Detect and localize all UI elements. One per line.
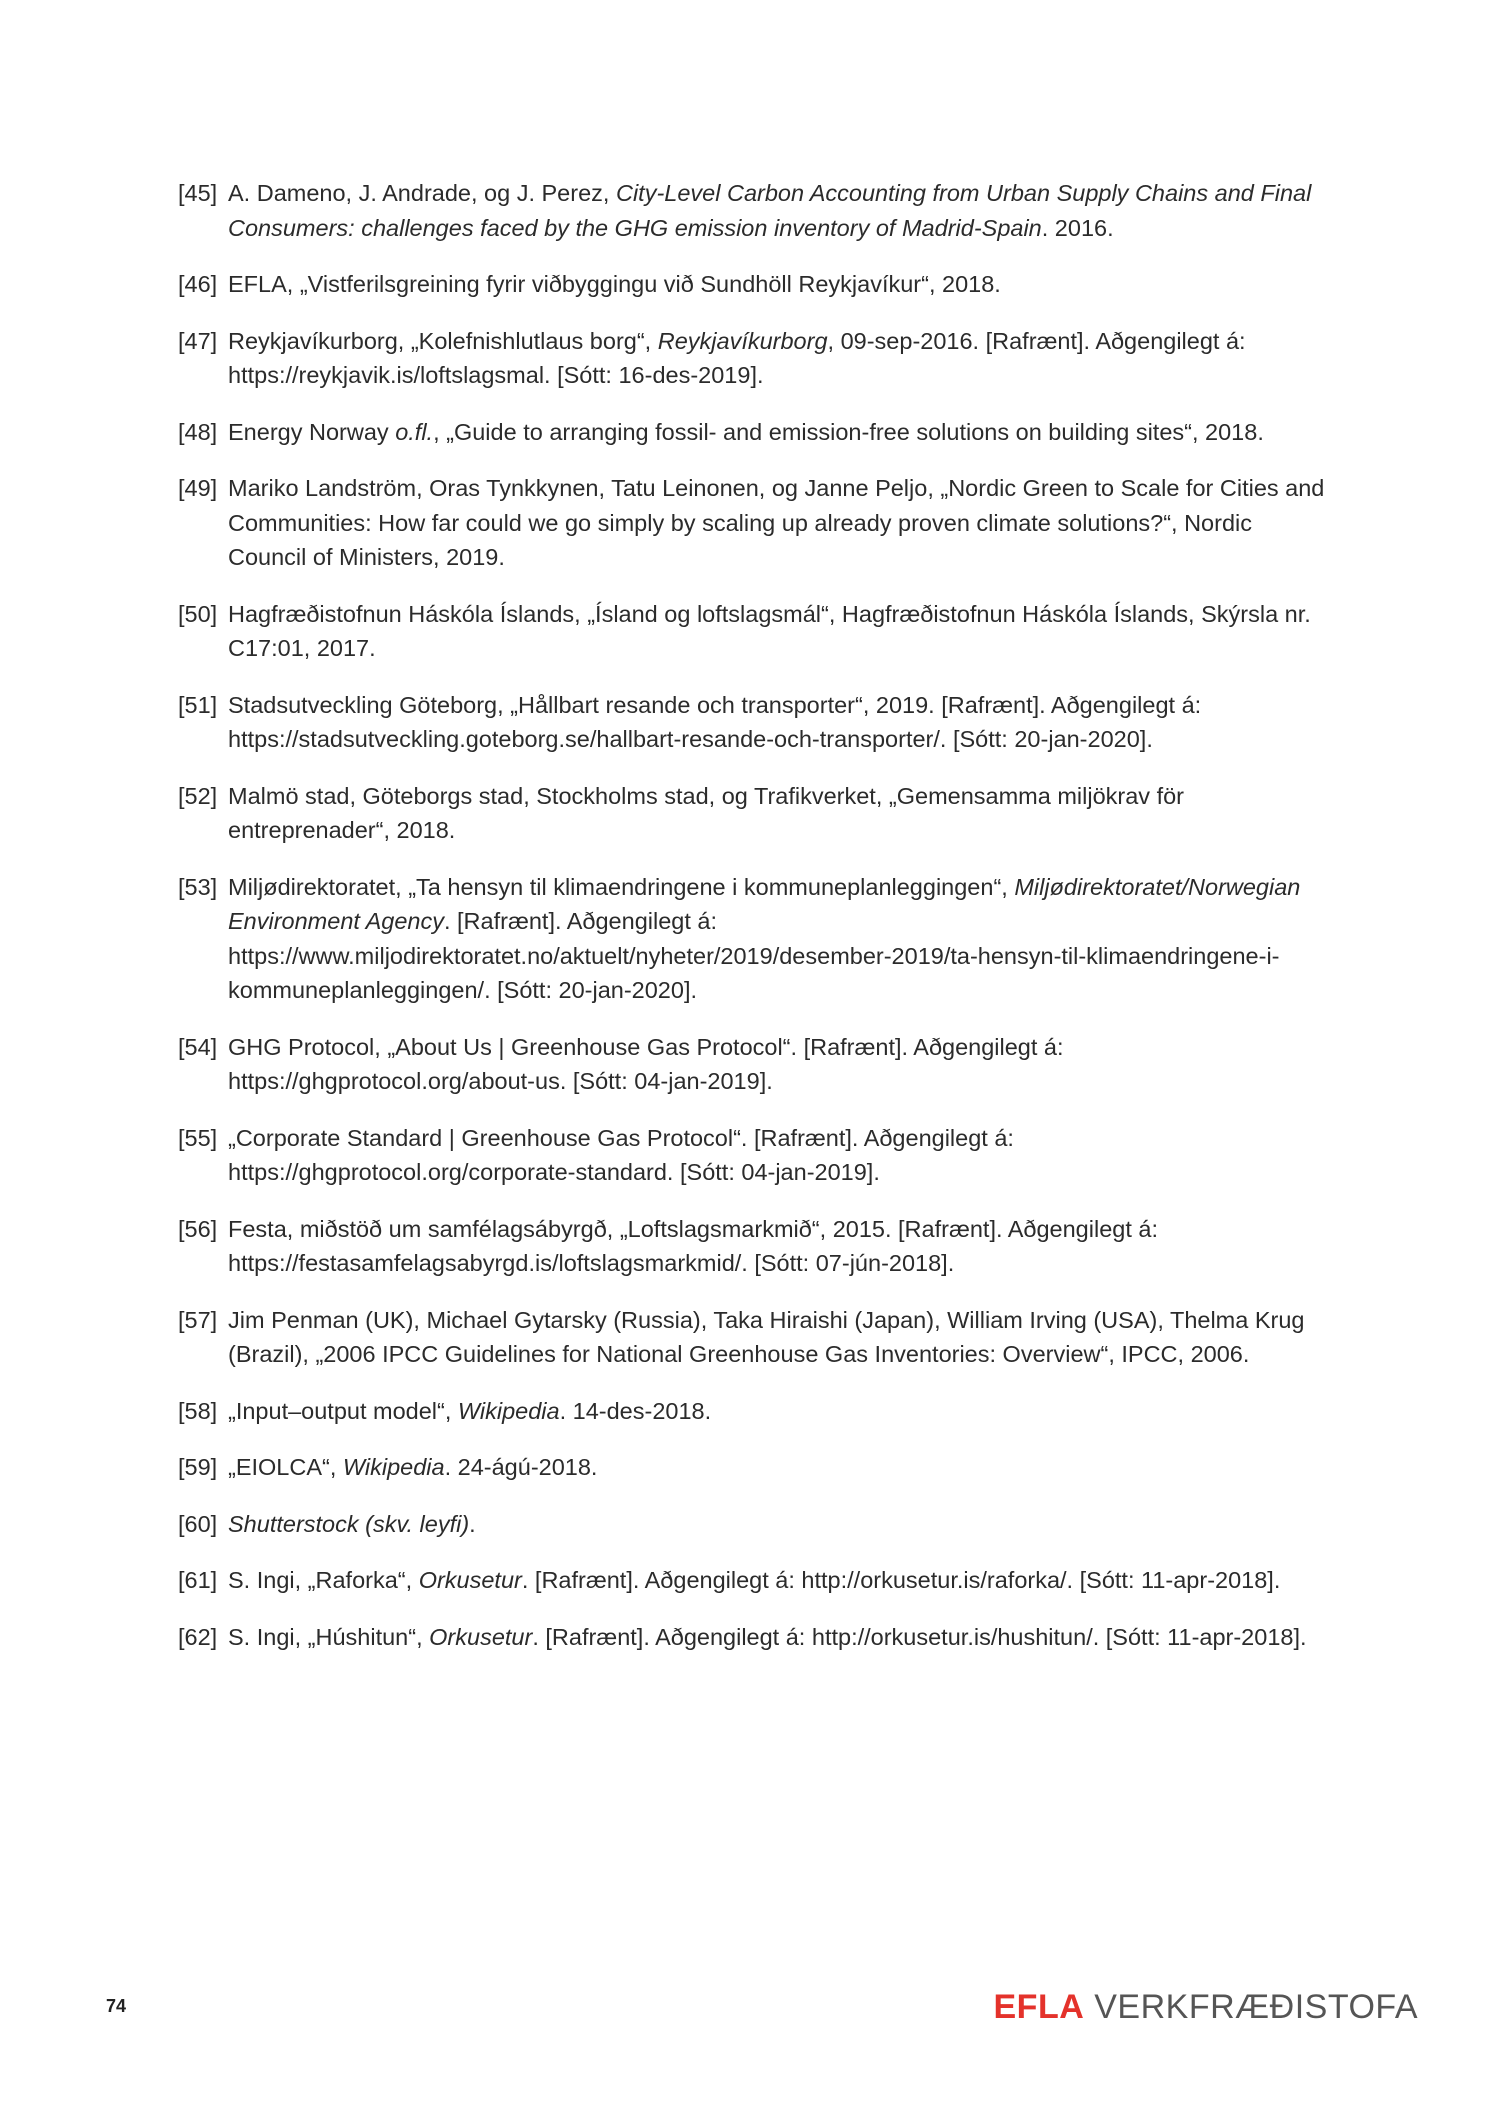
reference-text <box>228 870 1326 1008</box>
reference-text-segment: Miljødirektoratet, „Ta hensyn til klimaendringene i kommuneplanleggingen“, <box>228 873 1015 900</box>
reference-text <box>228 688 1326 757</box>
reference-item <box>178 1450 1326 1485</box>
reference-number: [57] <box>178 1306 218 1333</box>
reference-text-italic: City-Level Carbon Accounting from Urban Supply Chains and Final Consumers: challenges faced by the GHG emission inventory of Madrid-Spain <box>228 180 1312 241</box>
reference-number: [51] <box>178 691 218 718</box>
reference-text-segment: . 24-ágú-2018. <box>444 1454 598 1480</box>
reference-item <box>178 1212 1326 1281</box>
reference-text-segment: Hagfræðistofnun Háskóla Íslands, „Ísland og loftslagsmál“, Hagfræðistofnun Háskóla Íslands, Skýrsla nr. C17:01, 2017. <box>228 600 1311 661</box>
reference-number: [45] <box>178 180 218 206</box>
reference-text-segment: S. Ingi, „Raforka“, <box>228 1567 419 1593</box>
reference-text <box>228 597 1326 666</box>
reference-text <box>228 415 1326 450</box>
reference-item <box>178 870 1326 1008</box>
reference-text-segment: „EIOLCA“, <box>228 1454 343 1480</box>
reference-text-italic: Orkusetur <box>429 1623 533 1650</box>
reference-list <box>178 176 1326 1676</box>
reference-text-segment: Malmö stad, Göteborgs stad, Stockholms stad, og Trafikverket, „Gemensamma miljökrav för entreprenader“, 2018. <box>228 782 1185 843</box>
reference-text <box>228 1507 1326 1542</box>
reference-text-segment: „Corporate Standard | Greenhouse Gas Protocol“. [Rafrænt]. Aðgengilegt á: https://ghgprotocol.org/corporate-standard. [Sótt: 04-jan-2019]. <box>228 1124 1014 1185</box>
reference-number: [48] <box>178 418 218 445</box>
reference-text <box>228 1121 1326 1190</box>
brand-logo <box>994 1988 1419 2027</box>
reference-text-segment: Stadsutveckling Göteborg, „Hållbart resande och transporter“, 2019. [Rafrænt]. Aðgengilegt á: https://stadsutveckling.goteborg.se/hallbart-resande-och-transporter/. [Sótt: 20-jan-2020]. <box>228 691 1202 752</box>
reference-text-segment: . 14-des-2018. <box>559 1397 712 1424</box>
reference-text-segment: . [Rafrænt]. Aðgengilegt á: https://www.miljodirektoratet.no/aktuelt/nyheter/2019/desember-2019/ta-hensyn-til-klimaendringene-i-kommuneplanleggingen/. [Sótt: 20-jan-2020]. <box>228 908 1280 1003</box>
reference-text-italic: Orkusetur <box>418 1567 522 1593</box>
reference-text-segment: Mariko Landström, Oras Tynkkynen, Tatu Leinonen, og Janne Peljo, „Nordic Green to Scale for Cities and Communities: How far could we go simply by scaling up already proven climate solutions?“, Nordic Council of Ministers, 2019. <box>228 475 1325 570</box>
brand-logo-bold: EFLA <box>993 1988 1085 2026</box>
reference-number: [46] <box>178 271 218 297</box>
reference-text-italic: o.fl. <box>395 418 434 445</box>
reference-text <box>228 267 1326 302</box>
reference-item <box>178 1507 1326 1542</box>
reference-number: [54] <box>178 1033 218 1060</box>
reference-item <box>178 1563 1326 1598</box>
reference-number: [56] <box>178 1215 218 1242</box>
page-number: 74 <box>106 1996 127 2016</box>
reference-number: [52] <box>178 782 218 809</box>
reference-item <box>178 324 1326 393</box>
reference-item <box>178 267 1326 302</box>
reference-text-segment: . <box>469 1510 476 1537</box>
reference-text-italic: Reykjavíkurborg <box>657 327 828 354</box>
reference-text-segment: S. Ingi, „Húshitun“, <box>228 1623 430 1650</box>
reference-item <box>178 1030 1326 1099</box>
reference-number: [62] <box>178 1623 218 1650</box>
brand-logo-light: VERKFRÆÐISTOFA <box>1094 1988 1418 2026</box>
reference-text-segment: Energy Norway <box>228 418 396 445</box>
reference-text-segment: „Input–output model“, <box>228 1397 458 1424</box>
reference-text <box>228 1212 1326 1281</box>
reference-text <box>228 176 1326 245</box>
reference-text-segment: , 09-sep-2016. [Rafrænt]. Aðgengilegt á: https://reykjavik.is/loftslagsmal. [Sótt: 16-des-2019]. <box>228 327 1246 388</box>
reference-text-italic: Shutterstock (skv. leyfi) <box>228 1510 470 1537</box>
reference-text <box>228 1620 1326 1655</box>
reference-text <box>228 1563 1326 1598</box>
reference-number: [61] <box>178 1567 218 1593</box>
reference-item <box>178 779 1326 848</box>
reference-item <box>178 597 1326 666</box>
reference-number: [58] <box>178 1397 218 1424</box>
reference-text-segment: Reykjavíkurborg, „Kolefnishlutlaus borg“, <box>228 327 658 354</box>
reference-text <box>228 1303 1326 1372</box>
reference-text <box>228 324 1326 393</box>
reference-number: [50] <box>178 600 218 627</box>
reference-text-segment: A. Dameno, J. Andrade, og J. Perez, <box>228 180 616 206</box>
reference-number: [53] <box>178 873 218 900</box>
reference-text <box>228 471 1326 575</box>
reference-text-segment: . 2016. <box>1041 214 1114 241</box>
reference-text-segment: , „Guide to arranging fossil- and emission-free solutions on building sites“, 2018. <box>433 418 1264 445</box>
reference-text-italic: Wikipedia <box>342 1454 445 1480</box>
reference-item <box>178 471 1326 575</box>
reference-number: [55] <box>178 1124 218 1151</box>
reference-text-segment: . [Rafrænt]. Aðgengilegt á: http://orkusetur.is/hushitun/. [Sótt: 11-apr-2018]. <box>532 1623 1307 1650</box>
reference-text-segment: Jim Penman (UK), Michael Gytarsky (Russia), Taka Hiraishi (Japan), William Irving (USA), Thelma Krug (Brazil), „2006 IPCC Guidelines for National Greenhouse Gas Inventories: Overview“, IPCC, 2006. <box>228 1306 1305 1367</box>
reference-number: [59] <box>178 1454 218 1480</box>
reference-text <box>228 1030 1326 1099</box>
reference-text-segment: . [Rafrænt]. Aðgengilegt á: http://orkusetur.is/raforka/. [Sótt: 11-apr-2018]. <box>521 1567 1281 1593</box>
reference-text-italic: Miljødirektoratet/Norwegian Environment Agency <box>228 873 1301 934</box>
reference-text-segment: GHG Protocol, „About Us | Greenhouse Gas Protocol“. [Rafrænt]. Aðgengilegt á: https://ghgprotocol.org/about-us. [Sótt: 04-jan-2019]. <box>228 1033 1064 1094</box>
reference-number: [47] <box>178 327 218 354</box>
reference-item <box>178 415 1326 450</box>
reference-item <box>178 1303 1326 1372</box>
reference-item <box>178 688 1326 757</box>
reference-text-segment: Festa, miðstöð um samfélagsábyrgð, „Loftslagsmarkmið“, 2015. [Rafrænt]. Aðgengilegt á: https://festasamfelagsabyrgd.is/loftslagsmarkmid/. [Sótt: 07-jún-2018]. <box>228 1215 1158 1276</box>
reference-item <box>178 1620 1326 1655</box>
reference-text <box>228 779 1326 848</box>
reference-item <box>178 1394 1326 1429</box>
reference-text <box>228 1394 1326 1429</box>
reference-item <box>178 176 1326 245</box>
reference-text <box>228 1450 1326 1485</box>
reference-number: [60] <box>178 1510 218 1537</box>
reference-text-segment: EFLA, „Vistferilsgreining fyrir viðbyggingu við Sundhöll Reykjavíkur“, 2018. <box>228 271 1001 297</box>
reference-item <box>178 1121 1326 1190</box>
reference-number: [49] <box>178 475 218 501</box>
reference-text-italic: Wikipedia <box>457 1397 560 1424</box>
